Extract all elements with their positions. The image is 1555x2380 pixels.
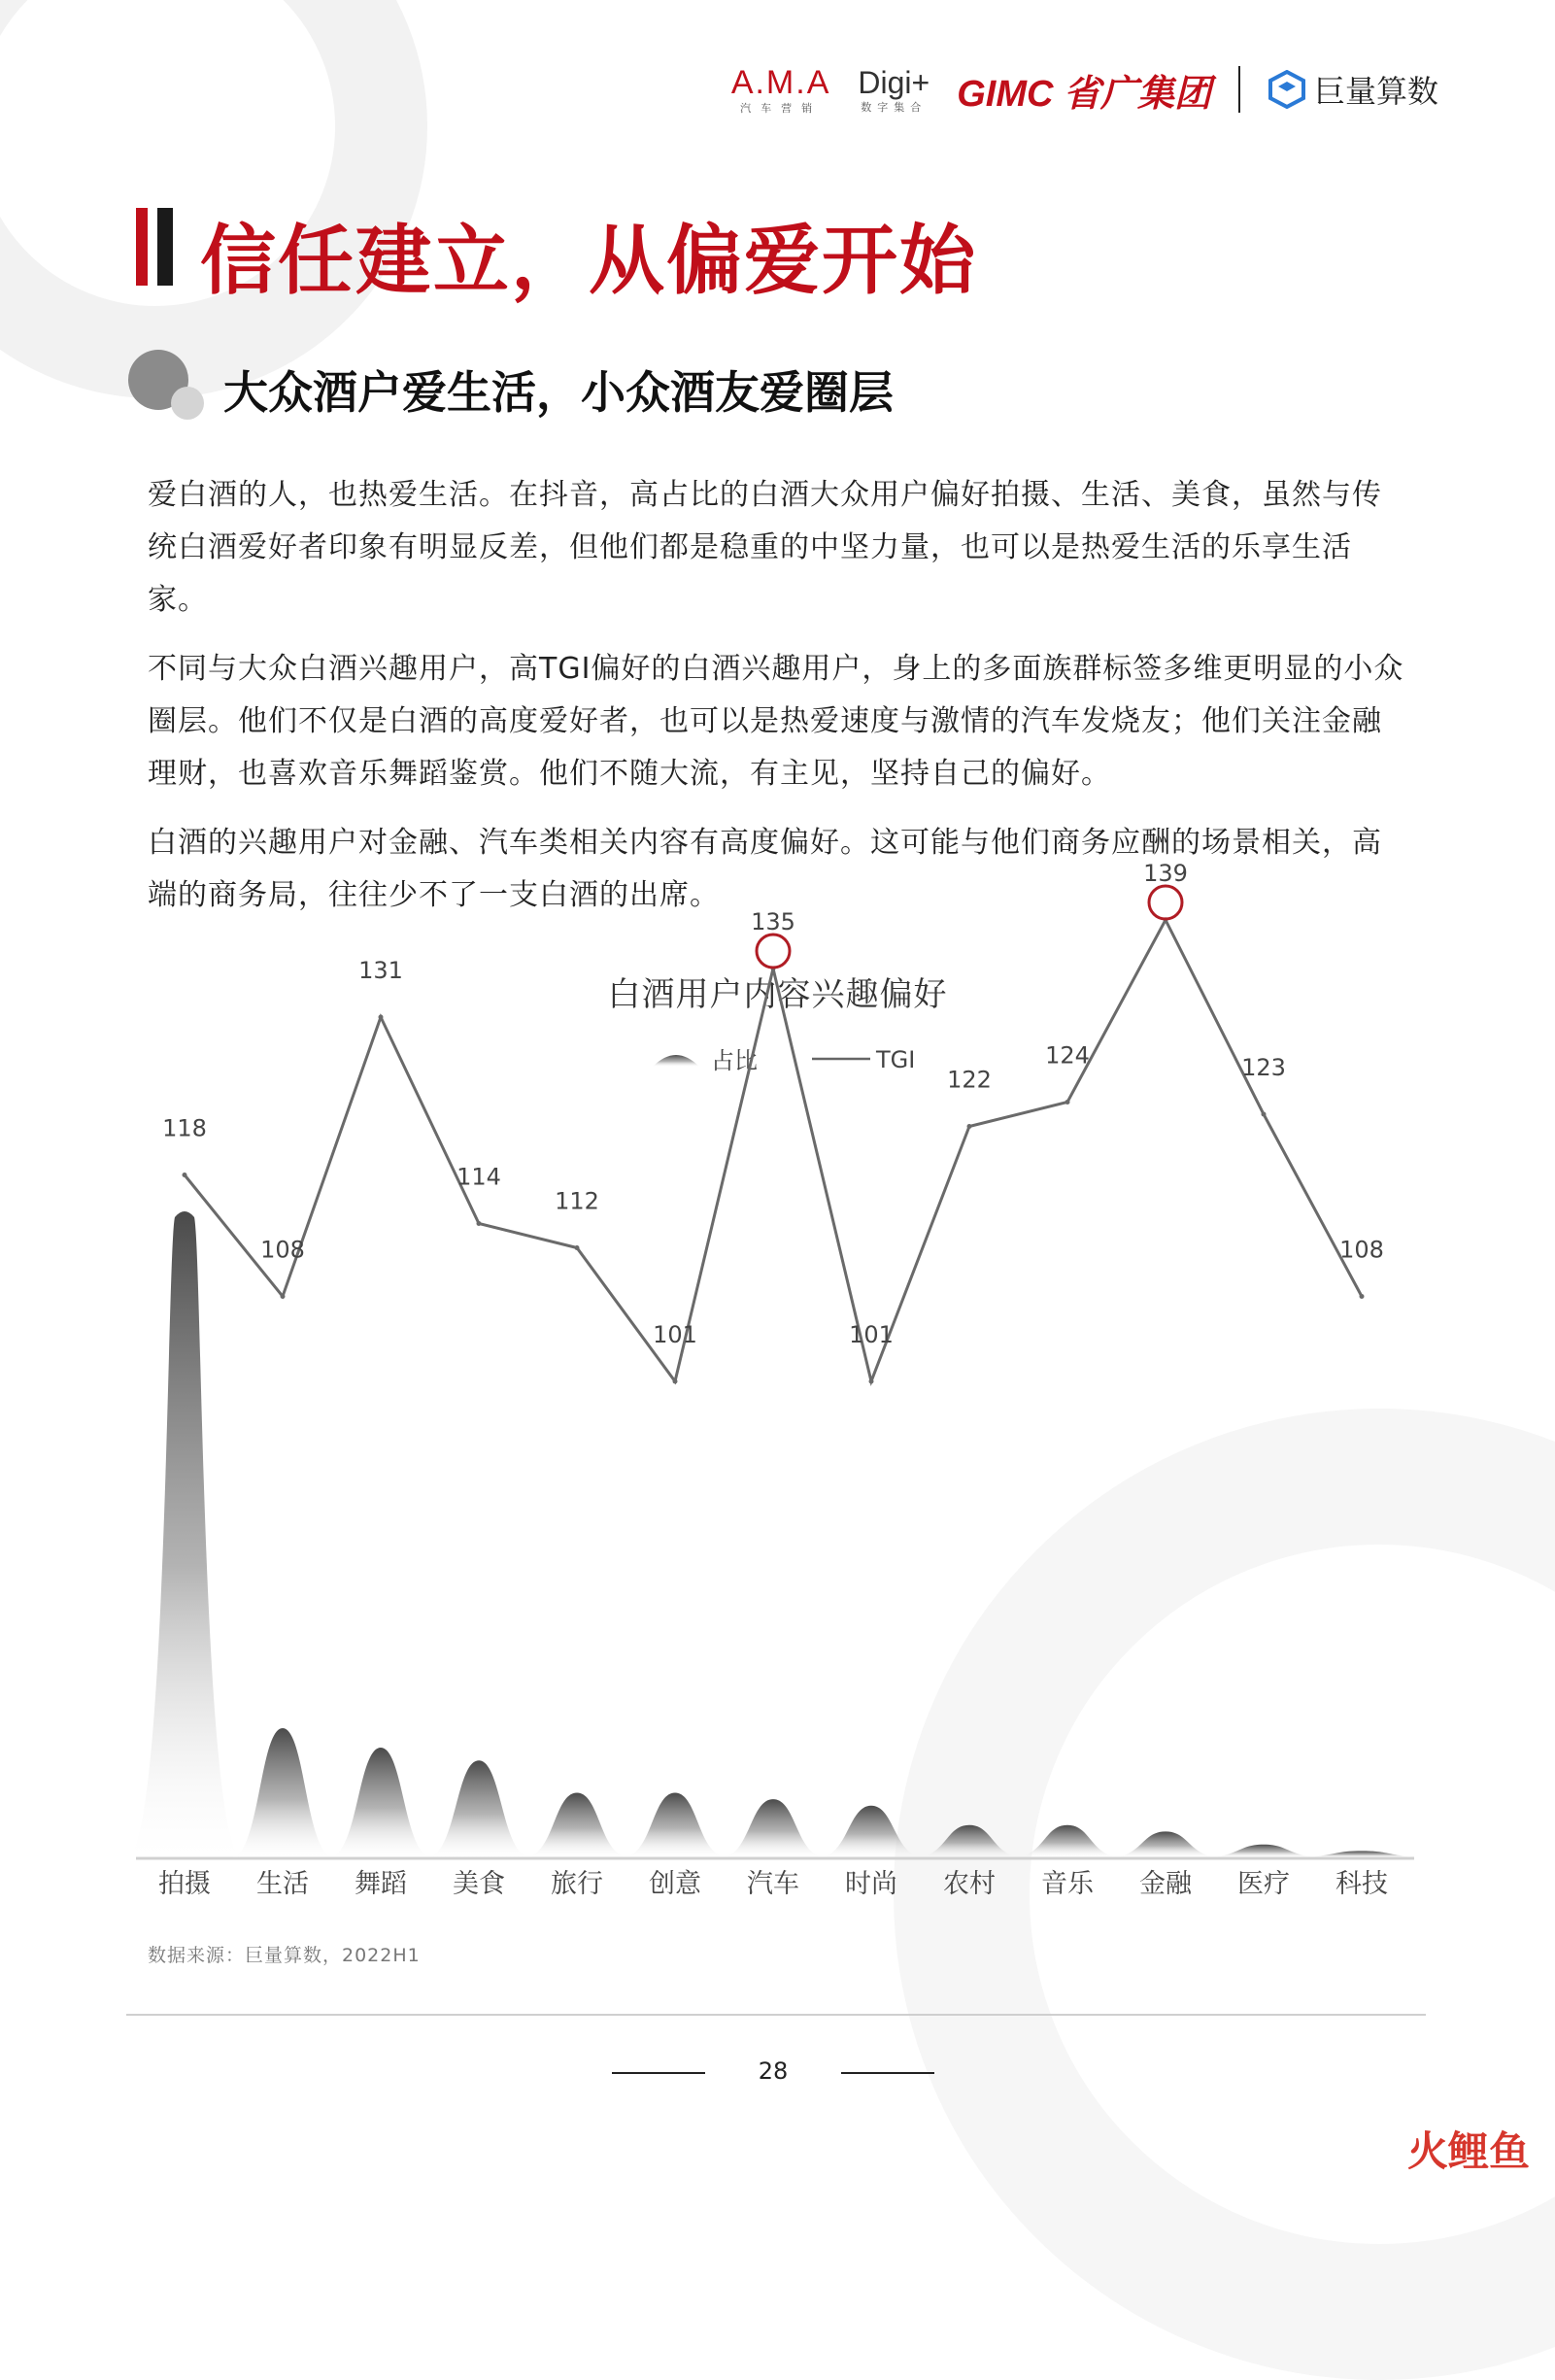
share-peak-农村 <box>919 1825 1020 1857</box>
tgi-label-科技: 108 <box>1339 1236 1384 1264</box>
share-peak-汽车 <box>723 1799 824 1857</box>
ama-logo-text: A.M.A <box>730 63 831 101</box>
ama-logo-subtext: 汽车营销 <box>740 101 823 115</box>
x-tick-汽车: 汽车 <box>747 1869 799 1899</box>
tgi-highlight-汽车 <box>757 935 790 968</box>
tgi-label-汽车: 135 <box>751 908 795 935</box>
tgi-point-音乐 <box>1065 1100 1070 1105</box>
tgi-highlight-金融 <box>1149 886 1182 919</box>
paragraph-2: 不同与大众白酒兴趣用户，高TGI偏好的白酒兴趣用户，身上的多面族群标签多维更明显的小众圈层。他们不仅是白酒的高度爱好者，也可以是热爱速度与激情的汽车发烧友；他们关注金融理财，也喜欢音乐舞蹈鉴赏。他们不随大流，有主见，坚持自己的偏好。 <box>148 652 1404 791</box>
tgi-label-旅行: 112 <box>555 1187 599 1215</box>
gimc-logo: GIMC 省广集团 <box>957 73 1211 115</box>
x-tick-美食: 美食 <box>453 1869 505 1899</box>
share-peak-创意 <box>625 1793 726 1858</box>
tgi-label-医疗: 123 <box>1241 1054 1286 1081</box>
page-title: 信任建立，从偏爱开始 <box>200 218 978 305</box>
share-peak-拍摄 <box>128 1211 241 1857</box>
share-peak-时尚 <box>821 1806 922 1857</box>
share-peak-医疗 <box>1213 1845 1314 1857</box>
tgi-point-时尚 <box>869 1379 874 1384</box>
tgi-label-金融: 139 <box>1143 860 1188 887</box>
digi-logo-subtext: 数字集合 <box>861 100 928 114</box>
legend-label-share: 占比 <box>711 1047 758 1074</box>
page-number: 28 <box>758 2057 789 2085</box>
watermark-logo: 火鲤鱼 <box>1406 2127 1530 2175</box>
share-peak-科技 <box>1311 1851 1412 1857</box>
x-tick-医疗: 医疗 <box>1237 1869 1290 1899</box>
tgi-point-舞蹈 <box>379 1015 384 1020</box>
tgi-point-科技 <box>1360 1294 1365 1299</box>
tgi-label-舞蹈: 131 <box>358 957 403 984</box>
legend-swatch-share <box>653 1055 699 1067</box>
page-number-rule-right <box>841 2072 934 2074</box>
x-tick-科技: 科技 <box>1335 1869 1388 1899</box>
x-tick-labels <box>158 1869 1388 1899</box>
tgi-point-美食 <box>477 1221 482 1226</box>
tgi-point-创意 <box>673 1379 678 1384</box>
chart-legend <box>653 1046 915 1074</box>
tgi-label-创意: 101 <box>653 1321 697 1348</box>
x-tick-农村: 农村 <box>943 1869 996 1899</box>
tgi-label-拍摄: 118 <box>162 1114 207 1142</box>
tgi-point-医疗 <box>1262 1112 1267 1117</box>
share-peak-舞蹈 <box>330 1748 431 1857</box>
share-peak-生活 <box>232 1728 333 1857</box>
tgi-point-农村 <box>967 1124 972 1129</box>
chart-title: 白酒用户内容兴趣偏好 <box>607 975 948 1014</box>
tgi-point-旅行 <box>575 1245 580 1250</box>
share-peak-音乐 <box>1017 1825 1118 1857</box>
share-peak-旅行 <box>526 1793 627 1858</box>
legend-label-tgi: TGI <box>876 1046 916 1073</box>
x-tick-时尚: 时尚 <box>845 1869 897 1899</box>
page-number-rule-left <box>612 2072 705 2074</box>
paragraph-1: 爱白酒的人，也热爱生活。在抖音，高占比的白酒大众用户偏好拍摄、生活、美食，虽然与传统白酒爱好者印象有明显反差，但他们都是稳重的中坚力量，也可以是热爱生活的乐享生活家。 <box>148 478 1382 617</box>
tgi-label-音乐: 124 <box>1045 1041 1090 1070</box>
paragraph-3: 白酒的兴趣用户对金融、汽车类相关内容有高度偏好。这可能与他们商务应酬的场景相关，高端的商务局，往往少不了一支白酒的出席。 <box>148 826 1382 912</box>
x-tick-舞蹈: 舞蹈 <box>355 1869 407 1899</box>
tgi-label-农村: 122 <box>947 1066 992 1094</box>
juliang-logo-text: 巨量算数 <box>1313 73 1438 110</box>
digi-logo-text: Digi+ <box>858 64 930 100</box>
x-tick-生活: 生活 <box>256 1869 309 1899</box>
tgi-label-美食: 114 <box>456 1163 501 1191</box>
x-tick-拍摄: 拍摄 <box>158 1869 211 1899</box>
section-title: 大众酒户爱生活，小众酒友爱圈层 <box>223 366 894 419</box>
footer-divider <box>126 2014 1426 2016</box>
share-peak-美食 <box>428 1760 529 1857</box>
share-peak-金融 <box>1115 1831 1216 1857</box>
x-tick-创意: 创意 <box>649 1869 701 1899</box>
x-tick-金融: 金融 <box>1139 1869 1192 1899</box>
tgi-label-生活: 108 <box>260 1236 305 1264</box>
tgi-series-line <box>185 920 1362 1381</box>
x-tick-旅行: 旅行 <box>551 1869 603 1899</box>
tgi-point-生活 <box>281 1294 286 1299</box>
x-tick-音乐: 音乐 <box>1041 1869 1094 1899</box>
tgi-series-marks <box>162 860 1384 1384</box>
tgi-point-拍摄 <box>183 1173 187 1177</box>
share-series <box>128 1211 1412 1857</box>
source-note: 数据来源：巨量算数，2022H1 <box>148 1945 421 1966</box>
tgi-label-时尚: 101 <box>849 1321 894 1348</box>
